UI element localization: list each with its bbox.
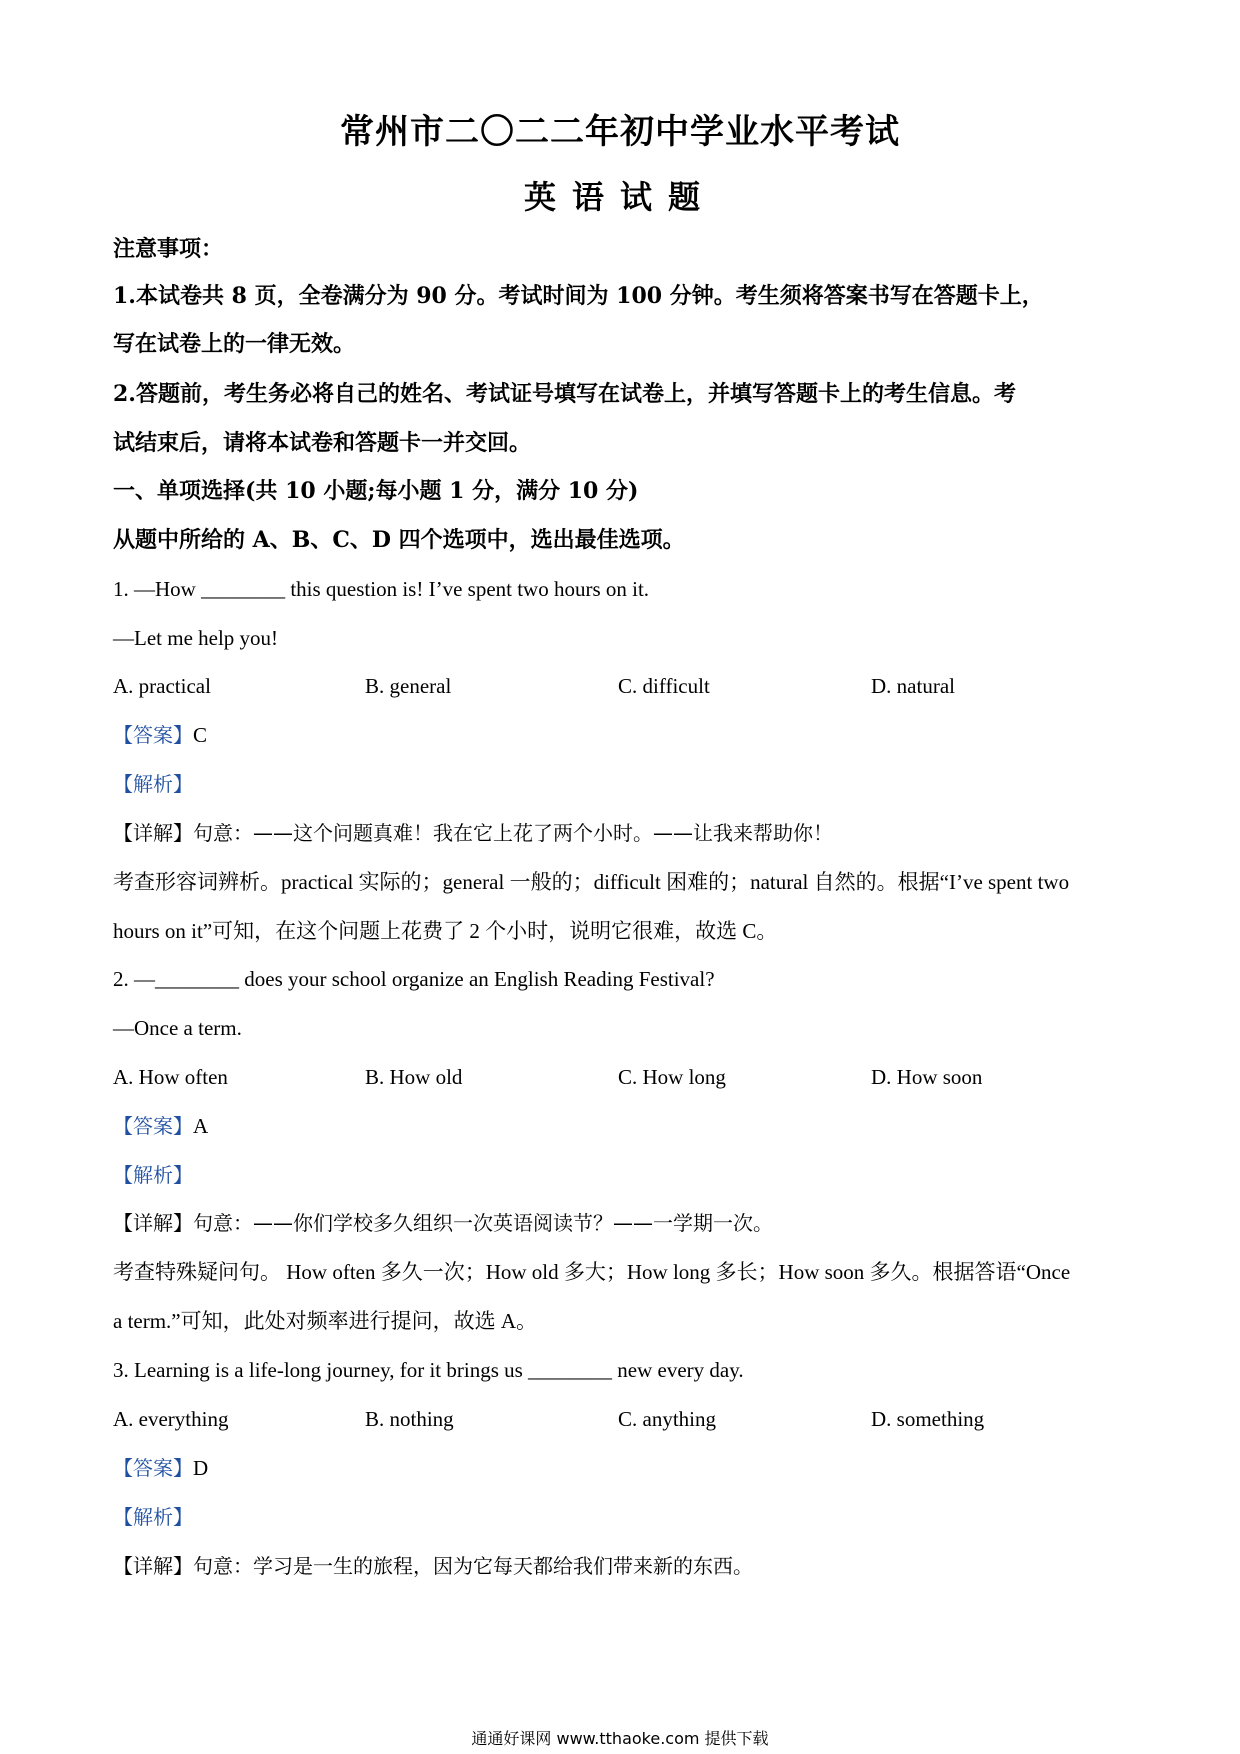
detail-tag: 【详解】 xyxy=(113,1211,193,1235)
question-3-option-b: B. nothing xyxy=(365,1407,454,1431)
answer-value: A xyxy=(193,1114,209,1138)
question-1-option-d: D. natural xyxy=(871,674,955,698)
question-2-option-a: A. How often xyxy=(113,1065,228,1089)
question-2-explain-line-2: a term.”可知，此处对频率进行提问，故选 A。 xyxy=(113,1309,538,1333)
exam-title: 常州市二〇二二年初中学业水平考试 xyxy=(340,112,900,152)
question-2-answer xyxy=(113,1113,208,1139)
question-2-option-d: D. How soon xyxy=(871,1065,983,1089)
question-2-stem: 2. —________ does your school organize an English Reading Festival? xyxy=(113,967,715,991)
notice-heading: 注意事项： xyxy=(113,236,224,262)
notice-item-2-line-1: 2.答题前，考生务必将自己的姓名、考试证号填写在试卷上，并填写答题卡上的考生信息。考 xyxy=(113,381,1016,407)
question-1-option-c: C. difficult xyxy=(618,674,710,698)
answer-tag: 【答案】 xyxy=(113,1456,193,1480)
answer-tag: 【答案】 xyxy=(113,723,193,747)
section-instruction: 从题中所给的 A、B、C、D 四个选项中，选出最佳选项。 xyxy=(113,527,685,553)
detail-tag: 【详解】 xyxy=(113,821,193,845)
notice-item-2-line-2: 试结束后，请将本试卷和答题卡一并交回。 xyxy=(113,430,532,456)
question-2-option-b: B. How old xyxy=(365,1065,463,1089)
detail-tag: 【详解】 xyxy=(113,1554,193,1578)
question-3-option-c: C. anything xyxy=(618,1407,716,1431)
answer-tag: 【答案】 xyxy=(113,1114,193,1138)
question-1-answer xyxy=(113,722,207,748)
question-3-stem: 3. Learning is a life-long journey, for it brings us ________ new every day. xyxy=(113,1358,744,1382)
notice-item-1-line-1: 1.本试卷共 8 页，全卷满分为 90 分。考试时间为 100 分钟。考生须将答案书写在答题卡上， xyxy=(113,283,1044,309)
question-1-explain-line-1: 考查形容词辨析。practical 实际的；general 一般的；difficult 困难的；natural 自然的。根据“I’ve spent two xyxy=(113,870,1070,894)
question-1-detail xyxy=(113,820,833,846)
question-2-reply: —Once a term. xyxy=(113,1016,242,1040)
question-3-answer xyxy=(113,1455,208,1481)
footer-credit: 通通好课网 www.tthaoke.com 提供下载 xyxy=(471,1729,769,1748)
question-2-detail xyxy=(113,1210,773,1236)
question-3-option-a: A. everything xyxy=(113,1407,229,1431)
question-1-reply: —Let me help you! xyxy=(113,626,279,650)
question-2-explain-line-1: 考查特殊疑问句。 How often 多久一次；How old 多大；How long 多长；How soon 多久。根据答语“Once xyxy=(113,1260,1071,1284)
question-3-option-d: D. something xyxy=(871,1407,985,1431)
answer-value: D xyxy=(193,1456,209,1480)
detail-text: 句意：学习是一生的旅程，因为它每天都给我们带来新的东西。 xyxy=(193,1554,753,1578)
notice-item-1-line-2: 写在试卷上的一律无效。 xyxy=(113,331,356,357)
question-3-detail xyxy=(113,1553,753,1579)
question-2-option-c: C. How long xyxy=(618,1065,726,1089)
question-1-analysis-tag: 【解析】 xyxy=(113,772,193,796)
section-heading: 一、单项选择(共 10 小题;每小题 1 分，满分 10 分) xyxy=(113,478,639,504)
question-1-option-b: B. general xyxy=(365,674,452,698)
question-1-stem: 1. —How ________ this question is! I’ve spent two hours on it. xyxy=(113,577,650,601)
detail-text: 句意：——这个问题真难！我在它上花了两个小时。——让我来帮助你！ xyxy=(193,821,833,845)
answer-value: C xyxy=(193,723,208,747)
question-3-analysis-tag: 【解析】 xyxy=(113,1505,193,1529)
question-1-explain-line-2: hours on it”可知，在这个问题上花费了 2 个小时，说明它很难，故选 C。 xyxy=(113,919,778,943)
question-2-analysis-tag: 【解析】 xyxy=(113,1163,193,1187)
detail-text: 句意：——你们学校多久组织一次英语阅读节？——一学期一次。 xyxy=(193,1211,773,1235)
exam-subtitle: 英语试题 xyxy=(523,178,716,216)
question-1-option-a: A. practical xyxy=(113,674,211,698)
